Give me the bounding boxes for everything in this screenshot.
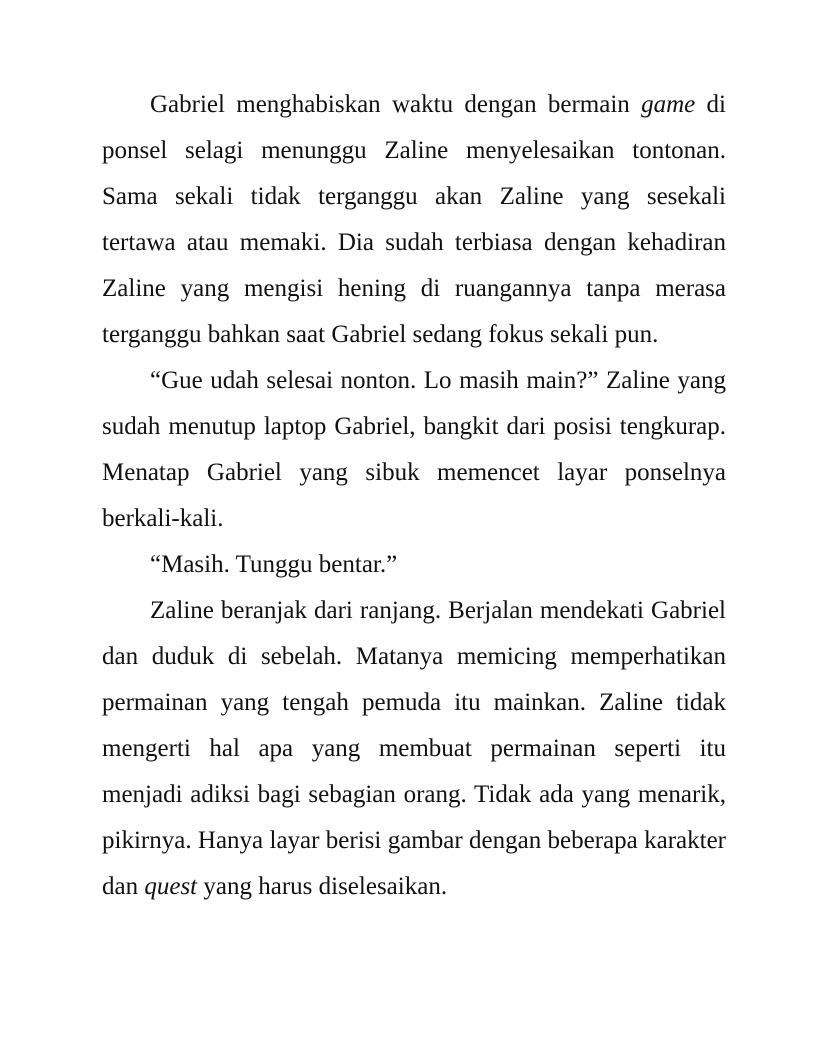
text-run: Zaline beranjak dari ranjang. Berjalan mendekati Gabriel dan duduk di sebelah. Matanya memicing memperhatikan permainan yang tengah pemuda itu mainkan. Zaline tidak mengerti hal apa yang membuat permainan seperti itu menjadi adiksi bagi sebagian orang. Tidak ada yang menarik, pikirnya. Hanya layar berisi gambar dengan beberapa karakter dan: [102, 597, 726, 900]
text-run: yang harus diselesaikan.: [197, 873, 448, 900]
text-run: Gabriel menghabiskan waktu dengan bermain: [150, 91, 642, 118]
text-run: “Gue udah selesai nonton. Lo masih main?” Zaline yang sudah menutup laptop Gabriel, bangkit dari posisi tengkurap. Menatap Gabriel yang sibuk memencet layar ponselnya berkali-kali.: [102, 367, 726, 532]
document-page: [102, 82, 726, 910]
text-run: di ponsel selagi menunggu Zaline menyelesaikan tontonan. Sama sekali tidak terganggu akan Zaline yang sesekali tertawa atau memaki. Dia sudah terbiasa dengan kehadiran Zaline yang mengisi hening di ruangannya tanpa merasa terganggu bahkan saat Gabriel sedang fokus sekali pun.: [102, 91, 726, 348]
paragraph-1: [102, 82, 726, 358]
paragraph-4: [102, 588, 726, 910]
italic-text-run: game: [641, 91, 696, 118]
italic-text-run: quest: [144, 873, 198, 900]
paragraph-3: [102, 542, 726, 588]
text-run: “Masih. Tunggu bentar.”: [150, 551, 398, 578]
paragraph-2: [102, 358, 726, 542]
